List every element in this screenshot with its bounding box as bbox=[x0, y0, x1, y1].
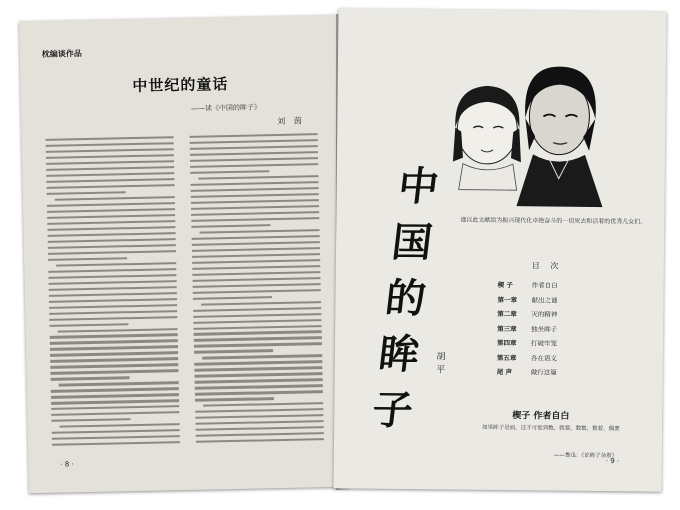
text-line bbox=[46, 178, 174, 183]
text-line bbox=[47, 202, 175, 207]
portrait-left bbox=[453, 86, 522, 191]
text-line bbox=[196, 420, 324, 425]
text-line bbox=[198, 175, 318, 180]
text-line bbox=[46, 148, 174, 153]
toc-heading: 目 次 bbox=[531, 261, 563, 271]
text-line bbox=[192, 247, 320, 252]
body-text-column-2 bbox=[190, 133, 325, 451]
column-tag: 枕编谈作品 bbox=[41, 49, 82, 59]
text-line bbox=[195, 378, 323, 383]
text-line bbox=[201, 301, 321, 306]
text-line bbox=[46, 166, 174, 171]
table-of-contents bbox=[497, 280, 648, 383]
text-line bbox=[49, 298, 177, 303]
text-line bbox=[47, 214, 175, 219]
article-author: 刘 茵 bbox=[277, 116, 305, 127]
article-title: 中世纪的童话 bbox=[132, 75, 229, 96]
text-line bbox=[49, 286, 177, 291]
text-line bbox=[190, 170, 269, 174]
text-line bbox=[195, 408, 323, 413]
text-line bbox=[49, 280, 177, 285]
text-line bbox=[193, 277, 321, 282]
text-line bbox=[48, 244, 176, 249]
text-line bbox=[194, 361, 322, 366]
text-line bbox=[52, 441, 180, 446]
toc-item: 第二章 灭的精神 bbox=[497, 309, 558, 319]
text-line bbox=[192, 241, 320, 246]
text-line bbox=[48, 268, 176, 273]
text-line bbox=[190, 145, 318, 150]
text-line bbox=[52, 429, 180, 434]
text-line bbox=[48, 274, 176, 279]
text-line bbox=[191, 193, 319, 198]
text-line bbox=[202, 355, 322, 360]
magazine-spread bbox=[18, 8, 666, 496]
text-line bbox=[56, 262, 176, 267]
text-line bbox=[192, 271, 320, 276]
text-line bbox=[195, 373, 323, 378]
text-line bbox=[51, 411, 179, 416]
text-line bbox=[55, 196, 175, 201]
calligraphy-title bbox=[349, 159, 461, 440]
preface-signature: ——鲁迅：《论眸子杂着》 bbox=[553, 452, 618, 460]
text-line bbox=[47, 220, 175, 225]
text-line bbox=[50, 358, 178, 363]
text-line bbox=[47, 184, 175, 189]
text-line bbox=[190, 133, 318, 138]
text-line bbox=[60, 423, 180, 428]
text-line bbox=[49, 323, 128, 327]
text-line bbox=[192, 259, 320, 264]
text-line bbox=[48, 250, 176, 255]
calligraphy-char: 中 bbox=[395, 162, 442, 211]
text-line bbox=[51, 418, 130, 422]
text-line bbox=[195, 384, 323, 389]
text-line bbox=[194, 343, 322, 348]
text-line bbox=[193, 313, 321, 318]
text-line bbox=[192, 235, 320, 240]
text-line bbox=[46, 160, 174, 165]
text-line bbox=[49, 292, 177, 297]
text-line bbox=[196, 438, 324, 443]
text-line bbox=[191, 205, 319, 210]
text-line bbox=[193, 307, 321, 312]
text-line bbox=[51, 387, 179, 392]
calligraphy-char: 的 bbox=[382, 274, 429, 323]
text-line bbox=[191, 181, 319, 186]
calligraphy-author: 胡平 bbox=[436, 352, 446, 376]
text-line bbox=[193, 319, 321, 324]
page-number-left: · 8 · bbox=[60, 460, 74, 469]
text-line bbox=[191, 211, 319, 216]
dedication-caption: 谨以此文献给为振兴现代化卓绝奋斗的一切死去和活着的优秀儿女们。 bbox=[460, 216, 647, 226]
text-line bbox=[46, 136, 174, 141]
text-line bbox=[50, 334, 178, 339]
text-line bbox=[192, 265, 320, 270]
text-line bbox=[51, 393, 179, 398]
text-line bbox=[191, 187, 319, 192]
text-line bbox=[52, 435, 180, 440]
text-line bbox=[46, 172, 174, 177]
text-line bbox=[49, 304, 177, 309]
text-line bbox=[51, 377, 130, 381]
text-line bbox=[193, 296, 272, 300]
text-line bbox=[50, 340, 178, 345]
calligraphy-char: 眸 bbox=[376, 330, 422, 379]
toc-item: 第五章 各在语义 bbox=[496, 353, 557, 363]
toc-item: 第四章 打破牢笼 bbox=[496, 338, 558, 348]
text-line bbox=[194, 325, 322, 330]
text-line bbox=[51, 399, 179, 404]
toc-item: 尾 声 做行这篇 bbox=[496, 367, 557, 377]
portrait-right bbox=[516, 66, 603, 207]
text-line bbox=[194, 350, 273, 354]
toc-item: 第一章 献出之谜 bbox=[497, 295, 558, 305]
body-text-column-1 bbox=[46, 136, 181, 454]
text-line bbox=[194, 337, 322, 342]
text-line bbox=[47, 226, 175, 231]
article-subtitle: ——读《中国的眸子》 bbox=[190, 103, 262, 113]
text-line bbox=[190, 163, 318, 168]
text-line bbox=[193, 283, 321, 288]
text-line bbox=[190, 151, 318, 156]
text-line bbox=[58, 328, 178, 333]
text-line bbox=[193, 289, 321, 294]
text-line bbox=[191, 199, 319, 204]
text-line bbox=[47, 191, 126, 195]
text-line bbox=[190, 139, 318, 144]
text-line bbox=[50, 352, 178, 357]
text-line bbox=[49, 310, 177, 315]
author-portraits bbox=[432, 57, 612, 209]
right-page bbox=[333, 8, 666, 491]
toc-item: 第三章 独坐眸子 bbox=[497, 324, 558, 334]
text-line bbox=[59, 381, 179, 386]
text-line bbox=[46, 154, 174, 159]
page-number-right: · 9 · bbox=[605, 457, 620, 466]
text-line bbox=[48, 257, 127, 261]
text-line bbox=[46, 142, 174, 147]
left-page bbox=[19, 15, 349, 494]
text-line bbox=[48, 238, 176, 243]
text-line bbox=[49, 316, 177, 321]
text-line bbox=[191, 224, 270, 228]
text-line bbox=[47, 208, 175, 213]
text-line bbox=[200, 229, 320, 234]
text-line bbox=[50, 346, 178, 351]
text-line bbox=[195, 397, 274, 401]
text-line bbox=[195, 390, 323, 395]
text-line bbox=[48, 232, 176, 237]
calligraphy-char: 子 bbox=[369, 386, 416, 435]
text-line bbox=[50, 370, 178, 375]
text-line bbox=[191, 217, 319, 222]
text-line bbox=[203, 402, 323, 407]
text-line bbox=[192, 253, 320, 258]
text-line bbox=[196, 432, 324, 437]
calligraphy-char: 国 bbox=[389, 218, 435, 267]
text-line bbox=[194, 367, 322, 372]
preface-text: 如果眸子是面，这才可爱到数，就要，数数，数着，偶要 bbox=[482, 424, 620, 433]
text-line bbox=[194, 331, 322, 336]
preface-heading: 楔子 作者自白 bbox=[512, 411, 570, 422]
text-line bbox=[51, 405, 179, 410]
text-line bbox=[196, 426, 324, 431]
text-line bbox=[190, 157, 318, 162]
toc-item: 楔 子 作者自白 bbox=[497, 280, 558, 290]
text-line bbox=[50, 364, 178, 369]
text-line bbox=[195, 414, 323, 419]
